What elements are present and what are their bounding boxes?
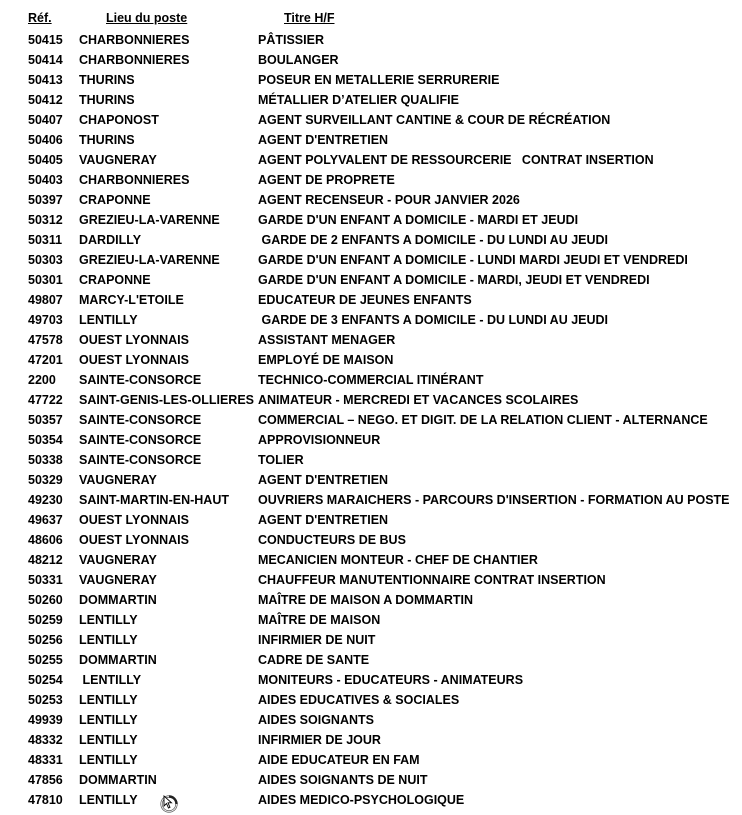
row-ref: 50312 [28,213,63,227]
row-ref: 50311 [28,233,63,247]
row-lieu: LENTILLY [79,713,138,727]
table-row [0,50,742,70]
row-lieu: LENTILLY [79,733,138,747]
row-lieu: THURINS [79,133,135,147]
row-titre: TOLIER [258,453,304,467]
table-row [0,490,742,510]
row-titre: ANIMATEUR - MERCREDI ET VACANCES SCOLAIRES [258,393,579,407]
row-titre: AGENT SURVEILLANT CANTINE & COUR DE RÉCRÉATION [258,113,611,127]
row-titre: MAÎTRE DE MAISON A DOMMARTIN [258,593,474,607]
row-titre: AGENT POLYVALENT DE RESSOURCERIE CONTRAT INSERTION [258,153,654,167]
header-ref: Réf. [28,11,52,25]
row-ref: 50256 [28,633,63,647]
row-ref: 50303 [28,253,63,267]
table-row [0,470,742,490]
row-ref: 50338 [28,453,63,467]
row-ref: 49939 [28,713,63,727]
row-lieu: SAINTE-CONSORCE [79,453,202,467]
row-titre: AGENT DE PROPRETE [258,173,395,187]
row-titre: GARDE D'UN ENFANT A DOMICILE - LUNDI MARDI JEUDI ET VENDREDI [258,253,688,267]
table-row [0,310,742,330]
row-ref: 47201 [28,353,63,367]
table-row [0,90,742,110]
row-ref: 48332 [28,733,63,747]
row-ref: 50255 [28,653,63,667]
row-lieu: VAUGNERAY [79,553,157,567]
row-titre: GARDE DE 3 ENFANTS A DOMICILE - DU LUNDI AU JEUDI [258,313,609,327]
row-ref: 47578 [28,333,63,347]
row-ref: 50331 [28,573,63,587]
header-titre: Titre H/F [284,11,335,25]
table-row [0,590,742,610]
row-ref: 50254 [28,673,63,687]
row-lieu: VAUGNERAY [79,473,157,487]
row-titre: POSEUR EN METALLERIE SERRURERIE [258,73,500,87]
table-row [0,570,742,590]
row-lieu: SAINTE-CONSORCE [79,373,202,387]
row-ref: 50397 [28,193,63,207]
row-lieu: OUEST LYONNAIS [79,333,189,347]
row-titre: ASSISTANT MENAGER [258,333,396,347]
row-titre: GARDE D'UN ENFANT A DOMICILE - MARDI, JEUDI ET VENDREDI [258,273,650,287]
row-ref: 50415 [28,33,63,47]
row-lieu: CHARBONNIERES [79,33,190,47]
row-lieu: GREZIEU-LA-VARENNE [79,213,220,227]
row-titre: AIDES SOIGNANTS DE NUIT [258,773,428,787]
table-row [0,530,742,550]
row-ref: 50357 [28,413,63,427]
row-lieu: SAINTE-CONSORCE [79,413,202,427]
row-titre: MÉTALLIER D’ATELIER QUALIFIE [258,93,459,107]
row-titre: AIDE EDUCATEUR EN FAM [258,753,420,767]
row-lieu: LENTILLY [79,753,138,767]
row-titre: EMPLOYÉ DE MAISON [258,353,394,367]
table-row [0,30,742,50]
row-ref: 48331 [28,753,63,767]
row-lieu: SAINTE-CONSORCE [79,433,202,447]
row-lieu: OUEST LYONNAIS [79,513,189,527]
row-ref: 49703 [28,313,63,327]
row-lieu: LENTILLY [79,673,142,687]
row-ref: 50329 [28,473,63,487]
row-ref: 50406 [28,133,63,147]
row-titre: OUVRIERS MARAICHERS - PARCOURS D'INSERTION - FORMATION AU POSTE [258,493,730,507]
table-row [0,430,742,450]
row-lieu: VAUGNERAY [79,573,157,587]
table-row [0,710,742,730]
header-lieu: Lieu du poste [106,11,188,25]
row-titre: AGENT D'ENTRETIEN [258,133,389,147]
row-titre: AGENT RECENSEUR - POUR JANVIER 2026 [258,193,520,207]
row-lieu: DOMMARTIN [79,593,157,607]
table-row [0,150,742,170]
row-lieu: VAUGNERAY [79,153,157,167]
table-row [0,370,742,390]
table-row [0,230,742,250]
row-titre: TECHNICO-COMMERCIAL ITINÉRANT [258,373,484,387]
row-ref: 50259 [28,613,63,627]
row-titre: AGENT D'ENTRETIEN [258,513,389,527]
row-lieu: MARCY-L'ETOILE [79,293,184,307]
row-lieu: DOMMARTIN [79,653,157,667]
row-lieu: THURINS [79,93,135,107]
row-ref: 49637 [28,513,63,527]
row-lieu: LENTILLY [79,633,138,647]
table-row [0,730,742,750]
row-titre: AIDES EDUCATIVES & SOCIALES [258,693,460,707]
row-titre: MECANICIEN MONTEUR - CHEF DE CHANTIER [258,553,538,567]
busy-cursor-icon [157,793,181,815]
row-ref: 49807 [28,293,63,307]
table-row [0,290,742,310]
row-titre: INFIRMIER DE NUIT [258,633,376,647]
table-row [0,130,742,150]
row-titre: AGENT D'ENTRETIEN [258,473,389,487]
row-lieu: LENTILLY [79,793,138,807]
row-lieu: THURINS [79,73,135,87]
row-titre: CHAUFFEUR MANUTENTIONNAIRE CONTRAT INSERTION [258,573,606,587]
row-lieu: GREZIEU-LA-VARENNE [79,253,220,267]
row-ref: 50413 [28,73,63,87]
row-lieu: CRAPONNE [79,273,151,287]
row-lieu: CHARBONNIERES [79,53,190,67]
table-row [0,450,742,470]
row-titre: COMMERCIAL – NEGO. ET DIGIT. DE LA RELATION CLIENT - ALTERNANCE [258,413,708,427]
row-ref: 50403 [28,173,63,187]
row-lieu: CRAPONNE [79,193,151,207]
row-titre: MONITEURS - EDUCATEURS - ANIMATEURS [258,673,524,687]
row-titre: EDUCATEUR DE JEUNES ENFANTS [258,293,472,307]
row-ref: 50407 [28,113,63,127]
row-lieu: LENTILLY [79,313,138,327]
row-lieu: LENTILLY [79,613,138,627]
row-titre: PÂTISSIER [258,33,324,47]
row-ref: 47856 [28,773,63,787]
row-ref: 47722 [28,393,63,407]
row-ref: 50253 [28,693,63,707]
table-row [0,650,742,670]
row-lieu: LENTILLY [79,693,138,707]
table-row [0,70,742,90]
row-titre: CADRE DE SANTE [258,653,370,667]
row-ref: 48212 [28,553,63,567]
row-titre: AIDES SOIGNANTS [258,713,374,727]
row-lieu: DOMMARTIN [79,773,157,787]
table-row [0,350,742,370]
job-rows [0,30,742,810]
table-row [0,510,742,530]
table-row [0,790,742,810]
row-titre: INFIRMIER DE JOUR [258,733,381,747]
table-row [0,630,742,650]
row-lieu: SAINT-MARTIN-EN-HAUT [79,493,229,507]
table-row [0,270,742,290]
table-row [0,210,742,230]
row-ref: 50412 [28,93,63,107]
row-ref: 50301 [28,273,63,287]
table-row [0,250,742,270]
table-row [0,170,742,190]
row-lieu: OUEST LYONNAIS [79,353,189,367]
row-lieu: CHARBONNIERES [79,173,190,187]
row-titre: GARDE DE 2 ENFANTS A DOMICILE - DU LUNDI AU JEUDI [258,233,609,247]
row-titre: MAÎTRE DE MAISON [258,613,381,627]
row-lieu: SAINT-GENIS-LES-OLLIERES [79,393,255,407]
row-lieu: CHAPONOST [79,113,159,127]
row-titre: CONDUCTEURS DE BUS [258,533,406,547]
row-titre: BOULANGER [258,53,339,67]
row-titre: APPROVISIONNEUR [258,433,381,447]
row-ref: 50260 [28,593,63,607]
row-ref: 49230 [28,493,63,507]
row-ref: 2200 [28,373,56,387]
table-row [0,410,742,430]
row-ref: 47810 [28,793,63,807]
table-row [0,390,742,410]
row-titre: AIDES MEDICO-PSYCHOLOGIQUE [258,793,465,807]
row-ref: 48606 [28,533,63,547]
row-lieu: DARDILLY [79,233,142,247]
table-row [0,690,742,710]
table-row [0,190,742,210]
table-row [0,330,742,350]
row-lieu: OUEST LYONNAIS [79,533,189,547]
row-ref: 50405 [28,153,63,167]
row-ref: 50354 [28,433,63,447]
table-row [0,550,742,570]
table-row [0,610,742,630]
table-row [0,110,742,130]
table-row [0,750,742,770]
row-titre: GARDE D'UN ENFANT A DOMICILE - MARDI ET JEUDI [258,213,579,227]
table-row [0,670,742,690]
row-ref: 50414 [28,53,63,67]
table-row [0,770,742,790]
